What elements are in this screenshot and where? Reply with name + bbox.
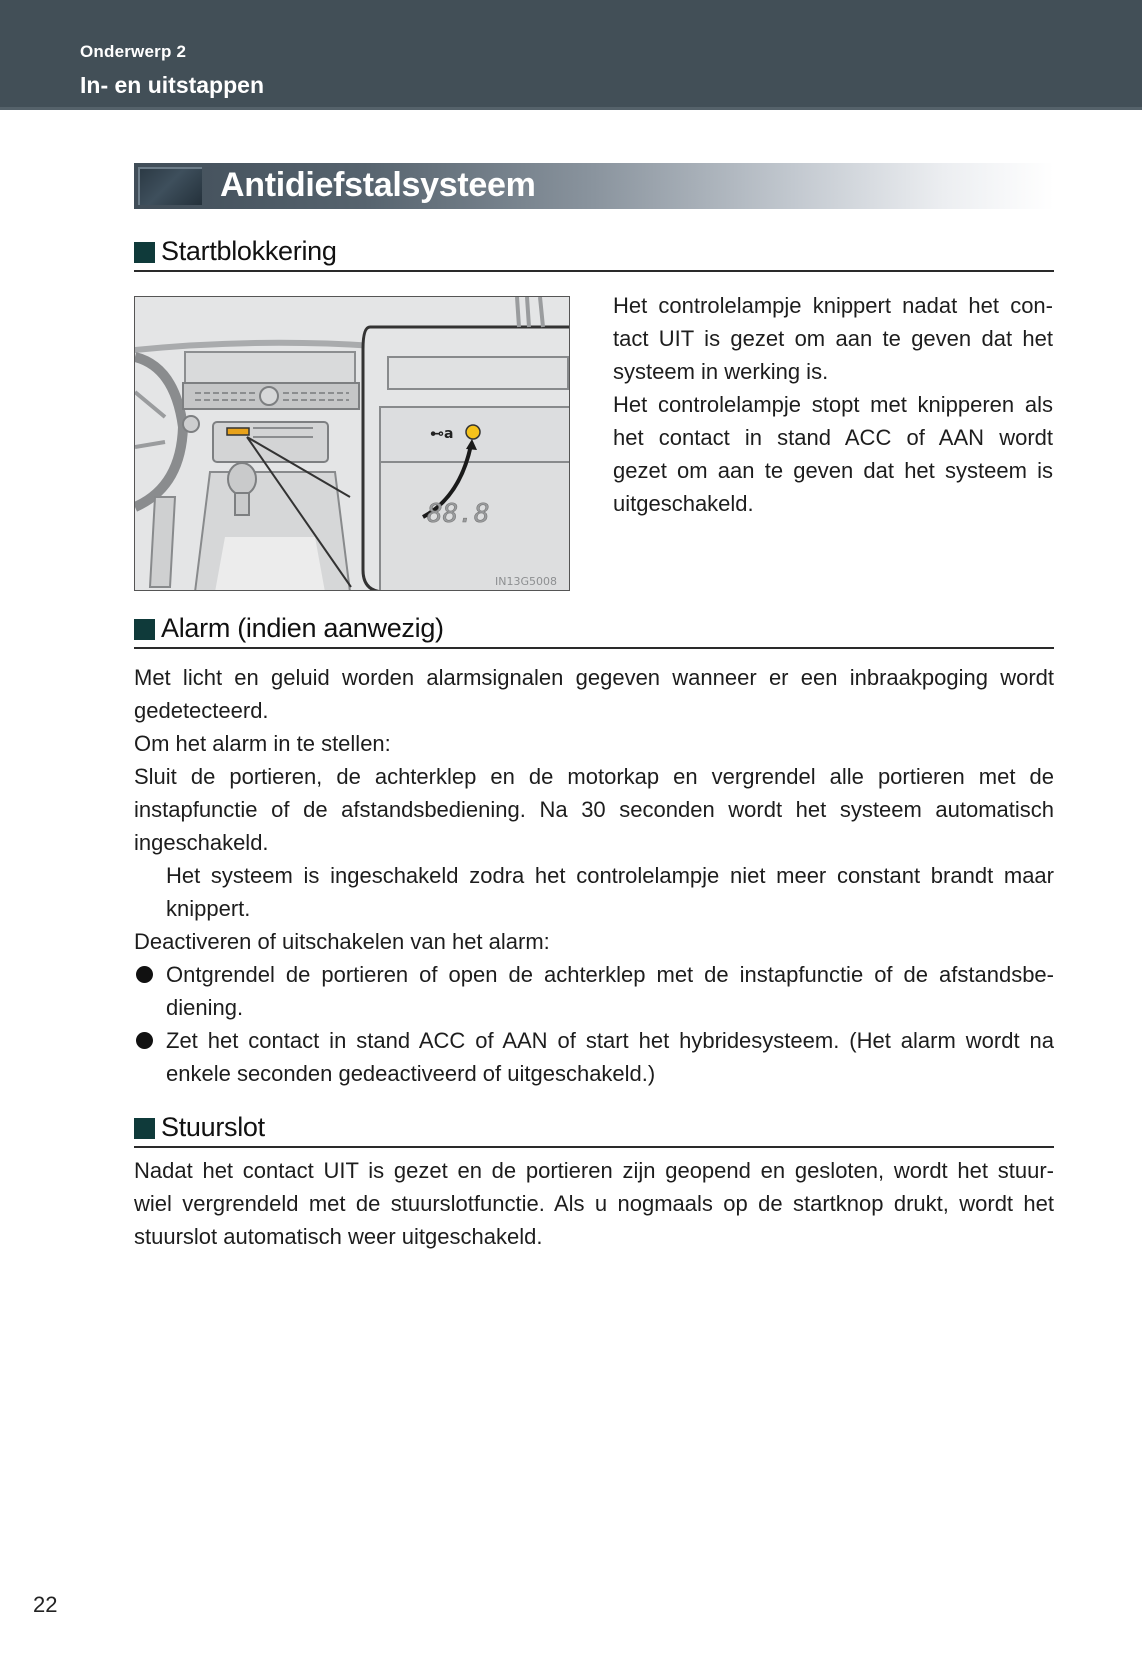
- section-heading-label: Alarm (indien aanwezig): [161, 613, 444, 643]
- section-heading-label: Startblokkering: [161, 236, 337, 266]
- section-heading-alarm: [134, 613, 1054, 649]
- section-square-icon: [134, 619, 155, 640]
- alarm-line: ingeschakeld.: [134, 830, 269, 855]
- section-heading-label: Stuurslot: [161, 1112, 265, 1142]
- alarm-line: instapfunctie of de afstandsbediening. Na 30 seconden wordt het systeem automatisch: [134, 797, 1054, 822]
- chapter-header: [0, 0, 1142, 110]
- startblokkering-line: Het controlelampje knippert nadat het con-: [613, 293, 1053, 318]
- bullet-line: Ontgrendel de portieren of open de achterklep met de instapfunctie of de afstandsbe-: [166, 962, 1054, 987]
- startblokkering-line: uitgeschakeld.: [613, 491, 754, 516]
- startblokkering-line: Het controlelampje stopt met knipperen als: [613, 392, 1053, 417]
- svg-text:88.8: 88.8: [427, 499, 490, 529]
- startblokkering-line: het contact in stand ACC of AAN wordt: [613, 425, 1053, 450]
- section-square-icon: [134, 1118, 155, 1139]
- startblokkering-line: tact UIT is gezet om aan te geven dat het: [613, 326, 1053, 351]
- alarm-line: Deactiveren of uitschakelen van het alarm:: [134, 929, 550, 954]
- bullet-line: enkele seconden gedeactiveerd of uitgeschakeld.): [166, 1061, 656, 1086]
- alarm-line: Om het alarm in te stellen:: [134, 731, 391, 756]
- page-title: Antidiefstalsysteem: [220, 166, 536, 204]
- startblokkering-line: gezet om aan te geven dat het systeem is: [613, 458, 1053, 483]
- svg-text:IN13G5008: IN13G5008: [495, 575, 557, 588]
- alarm-line: Sluit de portieren, de achterklep en de motorkap en vergrendel alle portieren met de: [134, 764, 1054, 789]
- stuurslot-line: Nadat het contact UIT is gezet en de portieren zijn geopend en gesloten, wordt het stuur-: [134, 1158, 1054, 1183]
- chapter-title: In- en uitstappen: [80, 72, 264, 98]
- startblokkering-line: systeem in werking is.: [613, 359, 829, 384]
- stuurslot-line: stuurslot automatisch weer uitgeschakeld.: [134, 1224, 543, 1249]
- alarm-note-line: Het systeem is ingeschakeld zodra het controlelampje niet meer constant brandt maar: [166, 863, 1054, 888]
- alarm-note-line: knippert.: [166, 896, 251, 921]
- section-heading-stuurslot: [134, 1112, 1054, 1148]
- bullet-icon: [136, 1032, 153, 1049]
- alarm-line: Met licht en geluid worden alarmsignalen gegeven wanneer er een inbraakpoging wordt: [134, 665, 1054, 690]
- section-heading-startblokkering: [134, 236, 1054, 272]
- alarm-line: gedetecteerd.: [134, 698, 269, 723]
- page-title-bar: [134, 163, 1054, 209]
- section-square-icon: [134, 242, 155, 263]
- bullet-line: diening.: [166, 995, 244, 1020]
- title-thumbnail-icon: [138, 167, 202, 205]
- page-number: 22: [33, 1592, 58, 1617]
- svg-text:⊷a: ⊷a: [430, 426, 454, 442]
- dashboard-illustration: [134, 296, 570, 591]
- bullet-icon: [136, 966, 153, 983]
- bullet-line: Zet het contact in stand ACC of AAN of start het hybridesysteem. (Het alarm wordt na: [166, 1028, 1054, 1053]
- stuurslot-line: wiel vergrendeld met de stuurslotfunctie. Als u nogmaals op de startknop drukt, wordt het: [134, 1191, 1054, 1216]
- dashboard-drawing: [135, 297, 570, 591]
- chapter-kicker: Onderwerp 2: [80, 42, 187, 61]
